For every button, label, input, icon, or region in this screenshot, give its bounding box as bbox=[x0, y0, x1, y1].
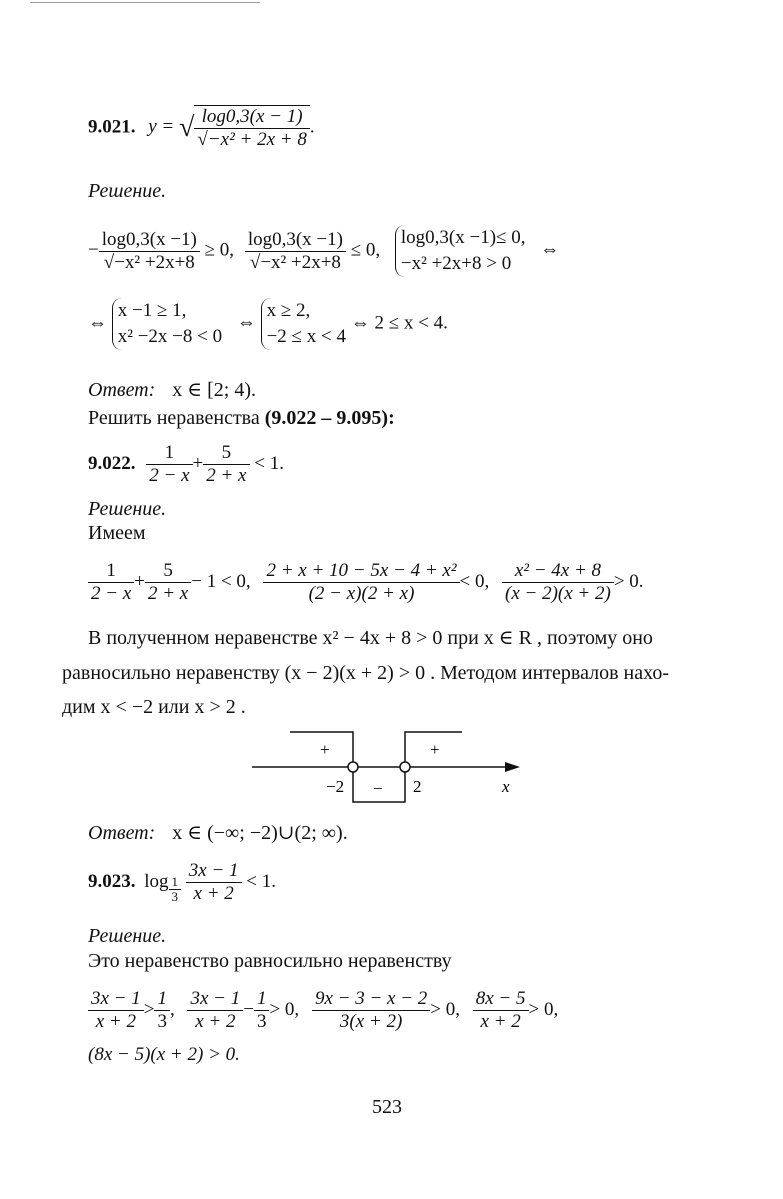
paragraph-line-2: равносильно неравенству (x − 2)(x + 2) > 0 . Методом интервалов нахо- bbox=[62, 662, 670, 684]
interval-diagram bbox=[240, 722, 540, 812]
numerator: 1 bbox=[146, 442, 192, 465]
fraction-1 bbox=[99, 229, 200, 274]
denominator: x + 2 bbox=[480, 1011, 521, 1032]
fraction bbox=[146, 442, 192, 487]
point-minus-2 bbox=[348, 762, 358, 772]
numerator: 3x − 1 bbox=[186, 860, 242, 883]
relation: ≥ 0, bbox=[204, 239, 235, 261]
answer-1 bbox=[88, 377, 256, 402]
result: ⇔ 2 ≤ x < 4. bbox=[350, 312, 448, 334]
system-line: log0,3(x −1)≤ 0, bbox=[400, 227, 526, 248]
fraction-denominator: √−x² + 2x + 8 bbox=[197, 129, 307, 150]
equiv-arrow: ⇔ bbox=[236, 312, 256, 334]
relation: < 0, bbox=[459, 570, 490, 592]
fraction bbox=[502, 560, 614, 605]
period: . bbox=[309, 116, 315, 138]
denominator: 2 − x bbox=[91, 583, 132, 604]
problem-9-023 bbox=[88, 860, 276, 905]
denominator: (x − 2)(x + 2) bbox=[505, 583, 611, 604]
denominator: √−x² +2x+8 bbox=[103, 251, 195, 273]
numerator: 5 bbox=[203, 442, 249, 465]
answer-value: x ∈ (−∞; −2)∪(2; ∞). bbox=[172, 822, 348, 844]
log-base bbox=[169, 875, 182, 904]
solution-label-1: Решение. bbox=[88, 180, 167, 202]
denominator: 3(x + 2) bbox=[339, 1011, 403, 1032]
relation: > 0, bbox=[528, 998, 559, 1020]
page-number: 523 bbox=[372, 1096, 402, 1118]
denominator: 3 bbox=[157, 1011, 167, 1032]
point-2 bbox=[400, 762, 410, 772]
answer-label: Ответ: bbox=[88, 822, 156, 844]
relation: > bbox=[143, 998, 155, 1020]
numerator: 9x − 3 − x − 2 bbox=[312, 988, 430, 1011]
fraction bbox=[154, 988, 170, 1033]
system-2 bbox=[112, 298, 222, 350]
problem-number: 9.021. bbox=[88, 116, 136, 138]
relation: > 0. bbox=[613, 570, 644, 592]
system-line: −x² +2x+8 > 0 bbox=[400, 253, 512, 274]
paragraph-line-3: дим x < −2 или x > 2 . bbox=[62, 696, 246, 718]
denominator: 3 bbox=[171, 888, 179, 904]
axis-arrow bbox=[505, 762, 520, 772]
system-line: x −1 ≥ 1, bbox=[117, 300, 187, 321]
answer-value: x ∈ [2; 4). bbox=[172, 379, 256, 401]
solution-step-3: $\frac{1}{2 - x}$ + $\frac{5}{2 + x}$ − 1 < 0, $\frac{\text{2 + x + 10 − 5x − 4 + x²}}{(2 - x)(2 + x)}$ < 0, $\frac{\text{x² − 4x + 8}}{(x - 2)(x + 2)}$ > 0. bbox=[88, 560, 644, 605]
fraction bbox=[187, 988, 243, 1033]
axis-label-x: x bbox=[502, 777, 510, 796]
scan-edge-line bbox=[30, 2, 260, 3]
root-content: −x² +2x+8 bbox=[114, 251, 195, 273]
inner-root: −x² + 2x + 8 bbox=[207, 129, 307, 150]
label-minus-2: −2 bbox=[326, 777, 345, 796]
label-2: 2 bbox=[413, 777, 422, 796]
problem-number: 9.023. bbox=[88, 870, 136, 892]
problem-9-021 bbox=[88, 105, 315, 151]
equiv-arrow: ⇔ bbox=[88, 312, 107, 334]
task-range: (9.022 – 9.095): bbox=[264, 407, 395, 429]
solution-step-1 bbox=[88, 225, 559, 277]
solution-step-4 bbox=[88, 988, 558, 1033]
answer-2 bbox=[88, 820, 348, 845]
minus: − bbox=[243, 998, 254, 1020]
denominator: 3 bbox=[256, 1011, 267, 1032]
big-fraction bbox=[194, 105, 309, 151]
denominator: √−x² +2x+8 bbox=[249, 251, 341, 273]
numerator: 1 bbox=[154, 988, 170, 1011]
relation: − 1 < 0, bbox=[191, 570, 251, 592]
relation: < 1. bbox=[254, 452, 284, 474]
root-content: −x² +2x+8 bbox=[260, 251, 341, 273]
paragraph-line-1: В полученном неравенстве x² − 4x + 8 > 0 при x ∈ R , поэтому оно bbox=[88, 627, 653, 649]
fraction bbox=[88, 988, 144, 1033]
denominator: 2 + x bbox=[147, 583, 189, 604]
fraction bbox=[203, 442, 249, 487]
relation: < 1. bbox=[246, 870, 277, 892]
final-inequality: (8x − 5)(x + 2) > 0. bbox=[88, 1044, 240, 1065]
numerator: log0,3(x −1) bbox=[99, 229, 200, 252]
fraction-numerator: log0,3(x − 1) bbox=[194, 106, 309, 129]
solution-label-3: Решение. bbox=[88, 925, 167, 947]
denominator: x + 2 bbox=[95, 1011, 137, 1032]
comma: , bbox=[169, 998, 175, 1020]
equiv-arrow: ⇔ bbox=[540, 239, 560, 261]
numerator: 3x − 1 bbox=[88, 988, 144, 1011]
denominator: (2 − x)(2 + x) bbox=[308, 583, 415, 604]
fraction bbox=[145, 560, 191, 605]
sign-minus: − bbox=[373, 779, 383, 798]
numerator: log0,3(x −1) bbox=[245, 229, 346, 252]
fraction bbox=[473, 988, 529, 1033]
solution-label-2: Решение. bbox=[88, 498, 167, 520]
task-heading bbox=[88, 407, 395, 430]
plus: + bbox=[192, 452, 204, 474]
system-1 bbox=[395, 225, 526, 277]
equiv-text: Это неравенство равносильно неравенству bbox=[88, 950, 452, 972]
system-line: −2 ≤ x < 4 bbox=[266, 326, 346, 347]
sign-plus-right: + bbox=[430, 740, 440, 759]
system-3 bbox=[261, 298, 346, 350]
fraction-2 bbox=[245, 229, 346, 274]
numerator: 5 bbox=[145, 560, 191, 583]
sign-plus-left: + bbox=[320, 740, 330, 759]
fraction bbox=[312, 988, 430, 1033]
minus-sign: − bbox=[88, 239, 99, 261]
denominator: 2 − x bbox=[149, 465, 190, 486]
fraction bbox=[88, 560, 134, 605]
fraction bbox=[186, 860, 242, 905]
numerator: x² − 4x + 8 bbox=[502, 560, 614, 583]
task-intro: Решить неравенства bbox=[88, 407, 260, 429]
have-text: Имеем bbox=[88, 522, 146, 544]
log-symbol: log bbox=[144, 870, 169, 892]
sqrt-sign: √ bbox=[179, 112, 195, 143]
denominator: x + 2 bbox=[195, 1011, 236, 1032]
numerator: 1 bbox=[88, 560, 134, 583]
denominator: x + 2 bbox=[193, 883, 234, 904]
numerator: 2 + x + 10 − 5x − 4 + x² bbox=[263, 560, 459, 583]
numerator: 3x − 1 bbox=[187, 988, 243, 1011]
fraction bbox=[263, 560, 459, 605]
lhs: y = bbox=[148, 116, 175, 138]
numerator: 1 bbox=[254, 988, 270, 1011]
problem-9-022 bbox=[88, 442, 284, 487]
denominator: 2 + x bbox=[206, 465, 247, 486]
system-line: x ≥ 2, bbox=[266, 300, 311, 321]
numerator: 1 bbox=[169, 875, 182, 890]
relation: ≤ 0, bbox=[350, 239, 381, 261]
system-line: x² −2x −8 < 0 bbox=[117, 326, 223, 347]
numerator: 8x − 5 bbox=[473, 988, 529, 1011]
solution-step-2 bbox=[88, 298, 448, 350]
relation: > 0, bbox=[430, 998, 460, 1020]
fraction bbox=[254, 988, 270, 1033]
problem-number: 9.022. bbox=[88, 452, 136, 474]
relation: > 0, bbox=[269, 998, 300, 1020]
answer-label: Ответ: bbox=[88, 379, 156, 401]
